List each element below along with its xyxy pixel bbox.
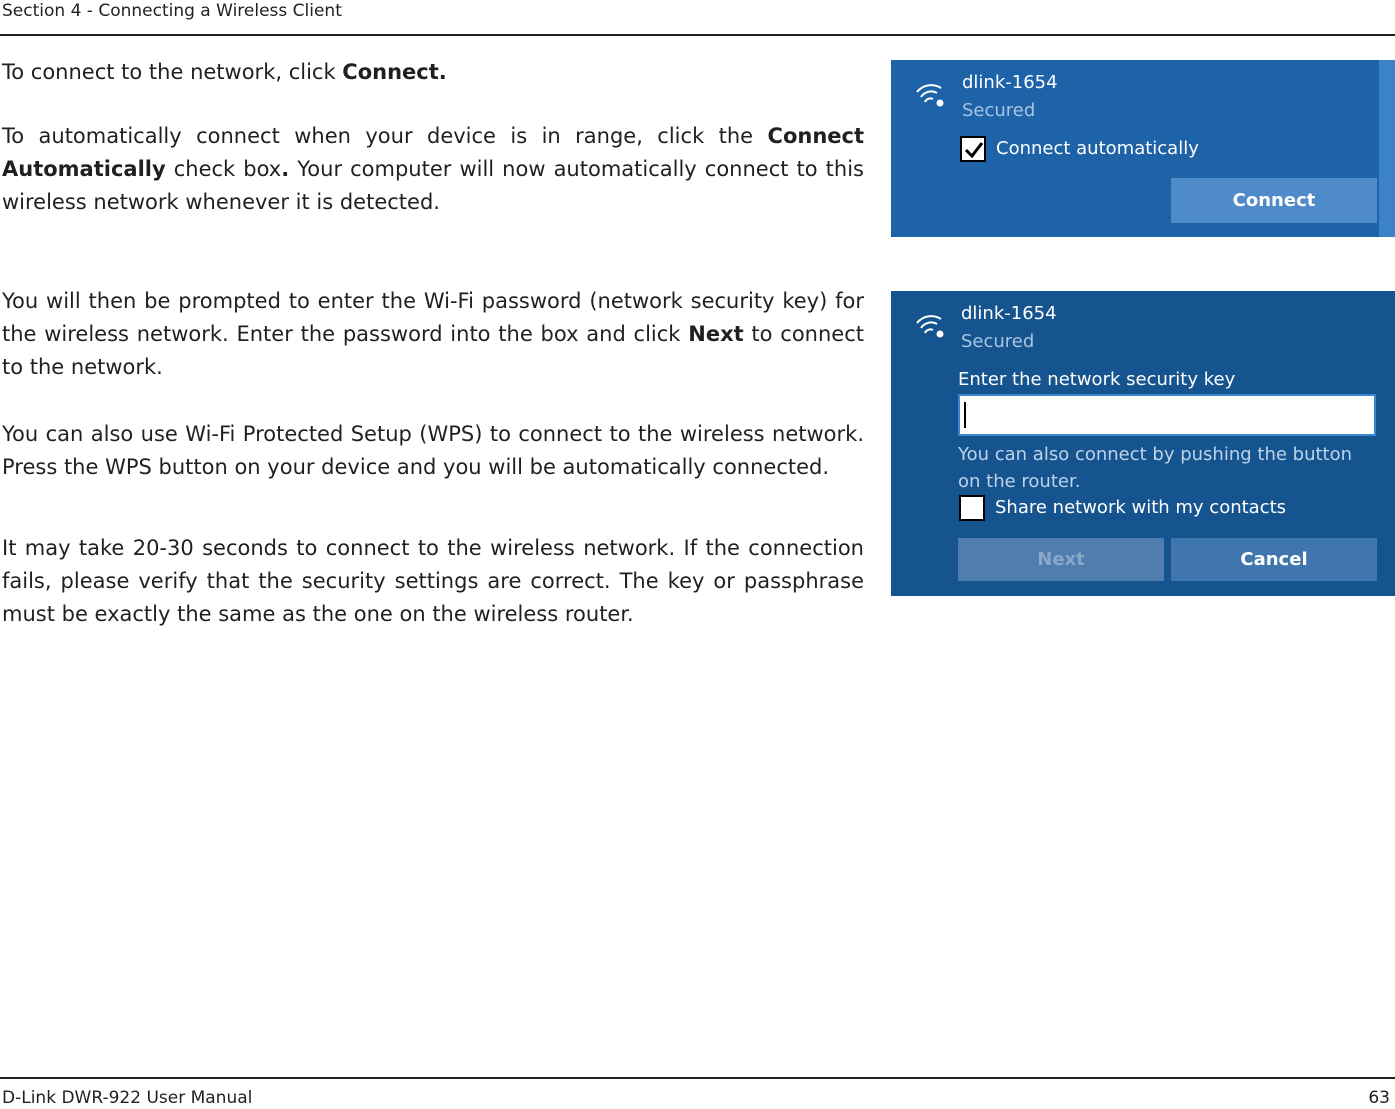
manual-title: D-Link DWR-922 User Manual bbox=[2, 1088, 253, 1108]
security-key-input[interactable] bbox=[958, 394, 1376, 436]
network-name: dlink-1654 bbox=[961, 303, 1057, 324]
next-button[interactable]: Next bbox=[958, 538, 1164, 581]
text-caret bbox=[964, 402, 966, 428]
connect-automatically-checkbox[interactable] bbox=[960, 136, 986, 162]
bold-term: Connect. bbox=[342, 60, 447, 84]
paragraph-text: You will then be prompted to enter the Wi-Fi password (network security key) for the wireless network. Enter the password into the box and click bbox=[2, 289, 864, 346]
paragraph-wps: You can also use Wi-Fi Protected Setup (WPS) to connect to the wireless network. Press the WPS button on your device and you will be automatically connected. bbox=[2, 422, 864, 479]
paragraph-text: To automatically connect when your device is in range, click the bbox=[2, 124, 768, 148]
bold-term: Next bbox=[688, 322, 744, 346]
wifi-password-panel bbox=[891, 291, 1395, 596]
security-key-label: Enter the network security key bbox=[958, 369, 1236, 390]
wifi-connect-panel bbox=[891, 60, 1395, 237]
paragraph-auto-connect bbox=[2, 120, 864, 219]
paragraph-connect bbox=[2, 56, 864, 89]
share-network-checkbox[interactable] bbox=[959, 495, 985, 521]
wifi-secured-icon bbox=[915, 311, 945, 339]
connect-automatically-label: Connect automatically bbox=[996, 138, 1199, 159]
network-name: dlink-1654 bbox=[962, 72, 1058, 93]
connect-button[interactable]: Connect bbox=[1171, 178, 1377, 223]
checkmark-icon bbox=[963, 139, 985, 161]
footer-divider bbox=[0, 1077, 1395, 1079]
wps-hint-text: You can also connect by pushing the button on the router. bbox=[958, 444, 1353, 492]
page-number: 63 bbox=[1368, 1088, 1390, 1108]
paragraph-text: to connect to the network. bbox=[2, 322, 864, 379]
bold-term: . bbox=[281, 157, 290, 181]
section-title: Section 4 - Connecting a Wireless Client bbox=[2, 1, 342, 21]
paragraph-timing: It may take 20-30 seconds to connect to the wireless network. If the connection fails, please verify that the security settings are correct. The key or passphrase must be exactly the same as the one on the wireless router. bbox=[2, 536, 864, 626]
paragraph-password bbox=[2, 285, 864, 384]
paragraph-text: To connect to the network, click bbox=[2, 60, 343, 84]
header-divider bbox=[0, 34, 1395, 36]
cancel-button[interactable]: Cancel bbox=[1171, 538, 1377, 581]
bold-term: Connect Automatically bbox=[2, 124, 864, 181]
share-network-label: Share network with my contacts bbox=[995, 497, 1287, 518]
network-status: Secured bbox=[961, 331, 1035, 352]
paragraph-text: Your computer will now automatically connect to this wireless network whenever it is detected. bbox=[2, 157, 864, 214]
wifi-secured-icon bbox=[915, 80, 945, 108]
paragraph-text: check box bbox=[165, 157, 282, 181]
panel-scrollbar bbox=[1379, 60, 1395, 237]
network-status: Secured bbox=[962, 100, 1036, 121]
